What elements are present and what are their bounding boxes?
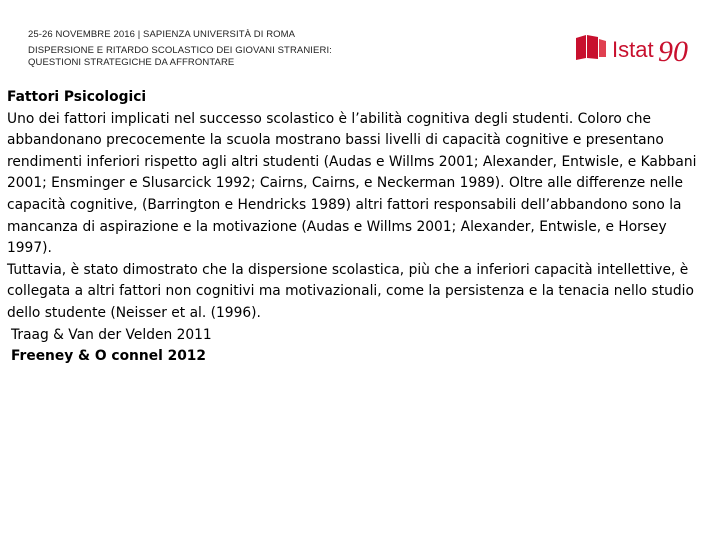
slide-body [7, 87, 707, 368]
istat-logo-graphic [574, 30, 692, 70]
reference-2: Freeney & O connel 2012 [11, 348, 206, 365]
istat-logo [574, 30, 692, 70]
istat-anniversary-mark: 90 [658, 35, 688, 68]
slide-header [28, 29, 428, 69]
event-date-line: 25-26 NOVEMBRE 2016 | SAPIENZA UNIVERSITÀ DI ROMA [28, 29, 296, 40]
conference-title-line-2: QUESTIONI STRATEGICHE DA AFFRONTARE [28, 57, 235, 68]
istat-logo-wordmark: Istat [612, 37, 654, 62]
section-title: Fattori Psicologici [7, 89, 147, 105]
reference-1: Traag & Van der Velden 2011 [11, 326, 212, 343]
conference-title-line-1: DISPERSIONE E RITARDO SCOLASTICO DEI GIOVANI STRANIERI: [28, 45, 332, 56]
body-paragraph-1: Uno dei fattori implicati nel successo scolastico è l’abilità cognitiva degli studenti. Coloro che abbandonano precocemente la scuola mostrano bassi livelli di capacità cognitive e presentano rendimenti inferiori rispetto agli altri studenti (Audas e Willms 2001; Alexander, Entwisle, e Kabbani 2001; Ensminger e Slusarcick 1992; Cairns, Cairns, e Neckerman 1989). Oltre alle differenze nelle capacità cognitive, (Barrington e Hendricks 1989) altri fattori responsabili dell’abbandono sono la mancanza di aspirazione e la motivazione (Audas e Willms 2001; Alexander, Entwisle, e Horsey 1997). [7, 110, 697, 257]
body-paragraph-2: Tuttavia, è stato dimostrato che la dispersione scolastica, più che a inferiori capacità intellettive, è collegata a altri fattori non cognitivi ma motivazionali, come la persistenza e la tenacia nello studio dello studente (Neisser et al. (1996). [7, 261, 694, 321]
